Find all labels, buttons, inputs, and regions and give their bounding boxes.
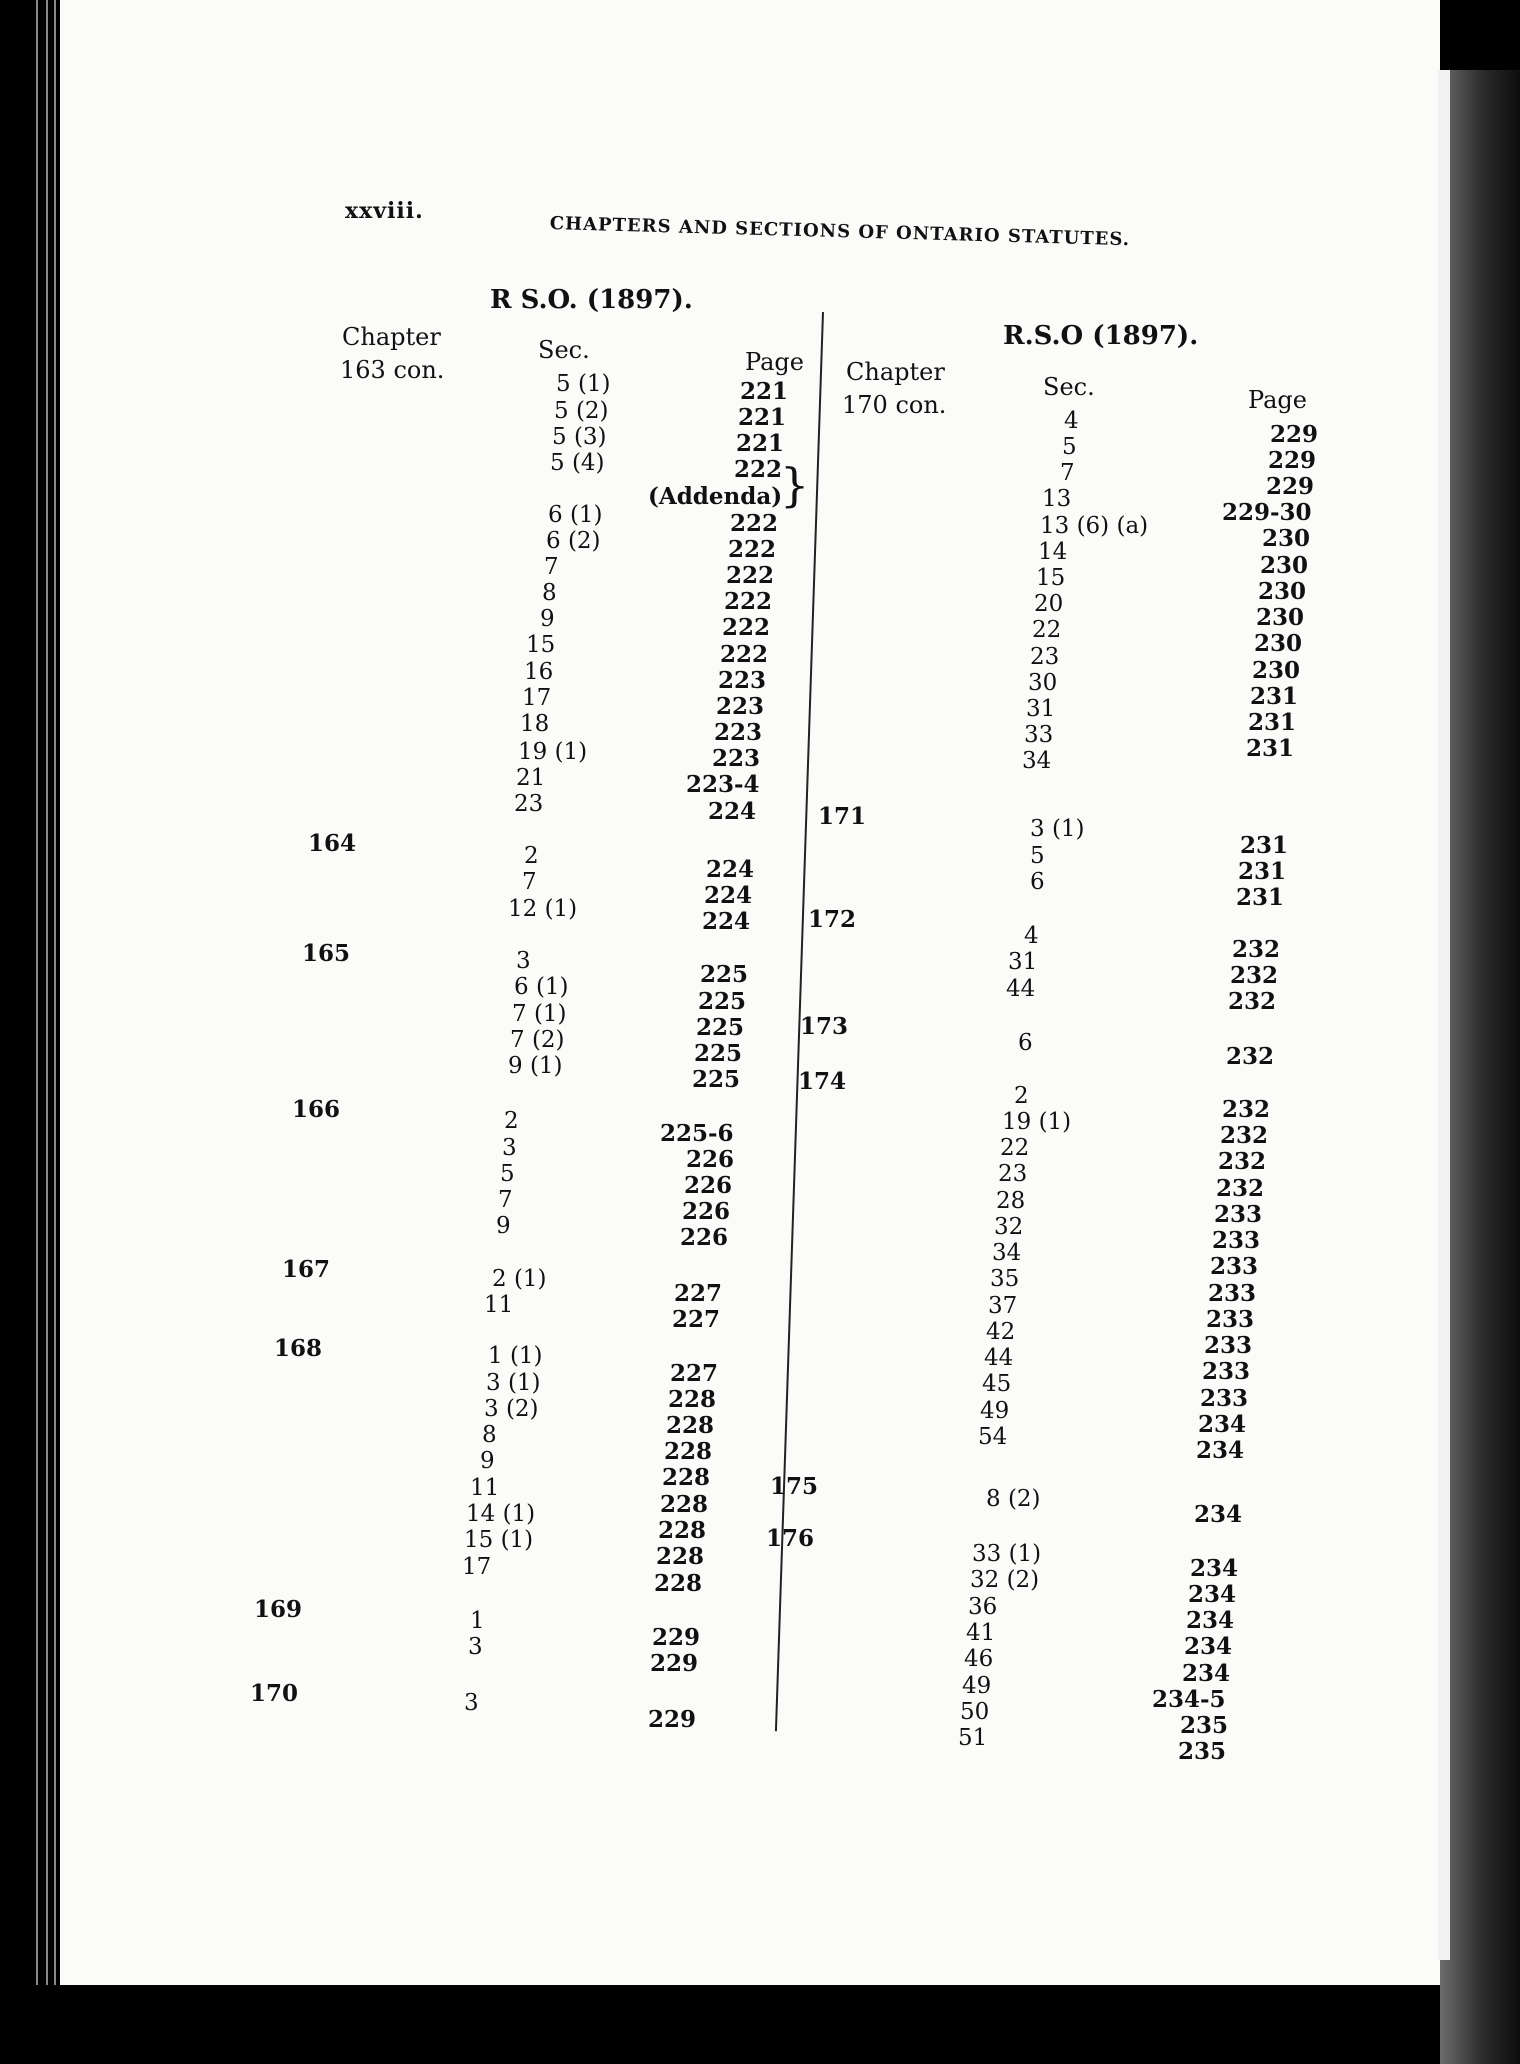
section-number: 46 — [964, 1646, 994, 1672]
page-number-entry: 226 — [684, 1172, 733, 1199]
page-number-entry: 231 — [1248, 709, 1297, 736]
page-number-entry: 228 — [656, 1543, 705, 1570]
page-number-entry: 234 — [1186, 1607, 1235, 1634]
page-number-entry: 234 — [1182, 1660, 1231, 1687]
chapter-number: 165 — [302, 940, 351, 967]
page-number-entry: 222 — [730, 510, 779, 537]
section-number: 12 (1) — [508, 896, 578, 922]
page-number-entry: 224 — [708, 798, 757, 825]
page-number-entry: 225 — [692, 1066, 741, 1093]
page-number-entry: 232 — [1218, 1148, 1267, 1175]
section-number: 5 (4) — [550, 450, 605, 476]
page-number-entry: 225 — [700, 961, 749, 988]
page-number-entry: 229 — [648, 1706, 697, 1733]
section-number: 9 — [496, 1213, 511, 1239]
right-heading: R.S.O (1897). — [1003, 321, 1199, 351]
section-number: 7 — [544, 554, 559, 580]
section-number: 30 — [1028, 670, 1058, 696]
chapter-number: 170 — [250, 1680, 299, 1707]
section-number: 41 — [966, 1620, 996, 1646]
chapter-number: 173 — [800, 1013, 849, 1040]
section-number: 6 — [1018, 1030, 1033, 1056]
chapter-number: 176 — [766, 1525, 815, 1552]
facing-page-edge — [1438, 70, 1450, 1960]
section-number: 49 — [962, 1673, 992, 1699]
page-number-entry: 234 — [1198, 1411, 1247, 1438]
chapter-number: 172 — [808, 906, 857, 933]
chapter-number: 169 — [254, 1596, 303, 1623]
section-number: 4 — [1064, 408, 1079, 434]
section-number: 5 — [1062, 434, 1077, 460]
page-number-entry: 231 — [1236, 884, 1285, 911]
page-number-entry: 225 — [696, 1014, 745, 1041]
page-number-entry: 225 — [694, 1040, 743, 1067]
page-number-entry: 230 — [1258, 578, 1307, 605]
section-number: 28 — [996, 1188, 1026, 1214]
page-number-entry: 222 — [734, 456, 783, 483]
section-number: 22 — [1032, 617, 1062, 643]
section-number: 7 (2) — [510, 1027, 565, 1053]
left-heading: R S.O. (1897). — [490, 285, 693, 315]
section-number: 8 — [542, 580, 557, 606]
section-number: 2 (1) — [492, 1266, 547, 1292]
section-number: 3 — [464, 1690, 479, 1716]
page-number-entry: 233 — [1206, 1306, 1255, 1333]
section-number: 6 — [1030, 869, 1045, 895]
page-number-entry: 232 — [1228, 988, 1277, 1015]
section-number: 18 — [520, 711, 550, 737]
section-number: 15 — [1036, 565, 1066, 591]
section-number: 1 (1) — [488, 1343, 543, 1369]
page-number-entry: 221 — [738, 404, 787, 431]
page-number-entry: 229 — [1266, 473, 1315, 500]
page-number-entry: 229 — [652, 1624, 701, 1651]
running-title: CHAPTERS AND SECTIONS OF ONTARIO STATUTES. — [549, 213, 1131, 251]
page-number-entry: 222 — [726, 562, 775, 589]
section-number: 7 (1) — [512, 1001, 567, 1027]
page-number-entry: 232 — [1216, 1175, 1265, 1202]
section-number: 44 — [984, 1345, 1014, 1371]
section-number: 15 (1) — [464, 1527, 534, 1553]
page-number-entry: 226 — [686, 1146, 735, 1173]
page-number-entry: 223-4 — [686, 771, 760, 798]
right-page-label: Page — [1248, 386, 1307, 414]
section-number: 11 — [484, 1292, 514, 1318]
page-number-entry: 232 — [1230, 962, 1279, 989]
page-number-entry: 224 — [702, 908, 751, 935]
page-number-entry: 222 — [724, 588, 773, 615]
page-number-entry: 227 — [674, 1280, 723, 1307]
section-number: 23 — [1030, 644, 1060, 670]
page-number-entry: 222 — [720, 641, 769, 668]
page-number-entry: 231 — [1250, 683, 1299, 710]
page-number-entry: 232 — [1232, 936, 1281, 963]
page-number-entry: 225-6 — [660, 1120, 734, 1147]
page-edge — [54, 0, 56, 1985]
section-number: 51 — [958, 1725, 988, 1751]
chapter-number: 166 — [292, 1096, 341, 1123]
section-number: 17 — [462, 1554, 492, 1580]
page-number-entry: 227 — [672, 1306, 721, 1333]
chapter-number: 174 — [798, 1068, 847, 1095]
page-number-entry: 222 — [728, 536, 777, 563]
section-number: 3 (1) — [1030, 816, 1085, 842]
chapter-number: 175 — [770, 1473, 819, 1500]
section-number: 34 — [992, 1240, 1022, 1266]
section-number: 15 — [526, 632, 556, 658]
section-number: 5 — [1030, 843, 1045, 869]
section-number: 4 — [1024, 923, 1039, 949]
section-number: 2 — [524, 843, 539, 869]
section-number: 5 (1) — [556, 371, 611, 397]
section-number: 45 — [982, 1371, 1012, 1397]
chapter-number: 168 — [274, 1335, 323, 1362]
page-number-entry: 228 — [658, 1517, 707, 1544]
section-number: 22 — [1000, 1135, 1030, 1161]
page-number-entry: 223 — [716, 693, 765, 720]
section-number: 3 — [502, 1135, 517, 1161]
section-number: 50 — [960, 1699, 990, 1725]
section-number: 31 — [1026, 696, 1056, 722]
page-number-entry: 234 — [1188, 1581, 1237, 1608]
section-number: 2 — [1014, 1083, 1029, 1109]
section-number: 7 — [1060, 460, 1075, 486]
page-number-entry: 234 — [1190, 1555, 1239, 1582]
section-number: 42 — [986, 1319, 1016, 1345]
page-number-entry: 222 — [722, 614, 771, 641]
page-number-entry: 229 — [1270, 421, 1319, 448]
page-number-entry: 230 — [1252, 657, 1301, 684]
section-number: 13 — [1042, 486, 1072, 512]
page-number-entry: 233 — [1202, 1358, 1251, 1385]
page-number-entry: 233 — [1200, 1385, 1249, 1412]
page-number-entry: 234 — [1196, 1437, 1245, 1464]
page-number-entry: 223 — [712, 745, 761, 772]
page-edge — [46, 0, 48, 1985]
section-number: 32 — [994, 1214, 1024, 1240]
page-number-entry: 224 — [706, 856, 755, 883]
right-chapter-cont: 170 con. — [842, 391, 947, 419]
section-number: 1 — [470, 1608, 485, 1634]
section-number: 49 — [980, 1398, 1010, 1424]
section-number: 20 — [1034, 591, 1064, 617]
page-number-entry: 230 — [1254, 630, 1303, 657]
page-number-entry: 233 — [1210, 1253, 1259, 1280]
page-number-entry: 233 — [1212, 1227, 1261, 1254]
page-number-entry: 223 — [714, 719, 763, 746]
section-number: 11 — [470, 1475, 500, 1501]
page-number-entry: 228 — [666, 1412, 715, 1439]
page-number: xxviii. — [345, 198, 424, 224]
left-chapter-label: Chapter — [342, 323, 441, 351]
page-number-entry: 235 — [1180, 1712, 1229, 1739]
page-number-entry: (Addenda) — [648, 483, 783, 510]
section-number: 54 — [978, 1424, 1008, 1450]
section-number: 16 — [524, 659, 554, 685]
page-number-entry: 227 — [670, 1360, 719, 1387]
page-number-entry: 234-5 — [1152, 1686, 1226, 1713]
section-number: 3 — [516, 948, 531, 974]
page-number-entry: 221 — [736, 430, 785, 457]
section-number: 34 — [1022, 748, 1052, 774]
section-number: 6 (2) — [546, 528, 601, 554]
page-number-entry: 229 — [650, 1650, 699, 1677]
section-number: 8 (2) — [986, 1486, 1041, 1512]
section-number: 5 (2) — [554, 398, 609, 424]
section-number: 17 — [522, 685, 552, 711]
page-number-entry: 228 — [660, 1491, 709, 1518]
section-number: 9 — [540, 606, 555, 632]
page-number-entry: 230 — [1260, 552, 1309, 579]
page-number-entry: 228 — [664, 1438, 713, 1465]
section-number: 3 — [468, 1634, 483, 1660]
section-number: 31 — [1008, 949, 1038, 975]
page-number-entry: 223 — [718, 667, 767, 694]
page-number-entry: 228 — [662, 1464, 711, 1491]
section-number: 14 — [1038, 539, 1068, 565]
page-number-entry: 230 — [1256, 604, 1305, 631]
section-number: 7 — [498, 1187, 513, 1213]
right-chapter-label: Chapter — [846, 358, 945, 386]
section-number: 9 — [480, 1448, 495, 1474]
chapter-number: 171 — [818, 803, 867, 830]
right-sec-label: Sec. — [1043, 373, 1095, 401]
page-number-entry: 233 — [1208, 1280, 1257, 1307]
section-number: 23 — [514, 791, 544, 817]
page-edge — [36, 0, 38, 1985]
chapter-number: 167 — [282, 1256, 331, 1283]
page-number-entry: 226 — [682, 1198, 731, 1225]
page-number-entry: 233 — [1214, 1201, 1263, 1228]
section-number: 19 (1) — [518, 739, 588, 765]
page-number-entry: 221 — [740, 378, 789, 405]
page-number-entry: 231 — [1238, 858, 1287, 885]
section-number: 5 — [500, 1161, 515, 1187]
section-number: 13 (6) (a) — [1040, 513, 1149, 539]
section-number: 8 — [482, 1422, 497, 1448]
page-number-entry: 228 — [654, 1570, 703, 1597]
section-number: 35 — [990, 1266, 1020, 1292]
addenda-brace: } — [780, 458, 810, 512]
left-sec-label: Sec. — [538, 336, 590, 364]
page-number-entry: 232 — [1222, 1096, 1271, 1123]
section-number: 7 — [522, 869, 537, 895]
page-number-entry: 231 — [1246, 735, 1295, 762]
section-number: 33 — [1024, 722, 1054, 748]
section-number: 37 — [988, 1293, 1018, 1319]
page-number-entry: 228 — [668, 1386, 717, 1413]
page-number-entry: 233 — [1204, 1332, 1253, 1359]
page-number-entry: 231 — [1240, 832, 1289, 859]
page-number-entry: 234 — [1184, 1633, 1233, 1660]
page-number-entry: 226 — [680, 1224, 729, 1251]
section-number: 6 (1) — [548, 502, 603, 528]
page-number-entry: 234 — [1194, 1501, 1243, 1528]
chapter-number: 164 — [308, 830, 357, 857]
section-number: 32 (2) — [970, 1567, 1040, 1593]
page-number-entry: 232 — [1220, 1122, 1269, 1149]
section-number: 36 — [968, 1594, 998, 1620]
section-number: 19 (1) — [1002, 1109, 1072, 1135]
page-number-entry: 224 — [704, 882, 753, 909]
section-number: 21 — [516, 765, 546, 791]
section-number: 9 (1) — [508, 1053, 563, 1079]
page-number-entry: 229-30 — [1222, 499, 1312, 526]
section-number: 44 — [1006, 976, 1036, 1002]
page-number-entry: 225 — [698, 988, 747, 1015]
section-number: 3 (2) — [484, 1396, 539, 1422]
section-number: 14 (1) — [466, 1501, 536, 1527]
section-number: 33 (1) — [972, 1541, 1042, 1567]
section-number: 23 — [998, 1161, 1028, 1187]
section-number: 2 — [504, 1108, 519, 1134]
left-page-label: Page — [745, 348, 804, 376]
page-number-entry: 232 — [1226, 1043, 1275, 1070]
left-chapter-cont: 163 con. — [340, 356, 445, 384]
section-number: 5 (3) — [552, 424, 607, 450]
section-number: 3 (1) — [486, 1370, 541, 1396]
page-number-entry: 229 — [1268, 447, 1317, 474]
binding-shadow — [1440, 70, 1520, 2064]
page-number-entry: 230 — [1262, 525, 1311, 552]
page-number-entry: 235 — [1178, 1738, 1227, 1765]
section-number: 6 (1) — [514, 974, 569, 1000]
